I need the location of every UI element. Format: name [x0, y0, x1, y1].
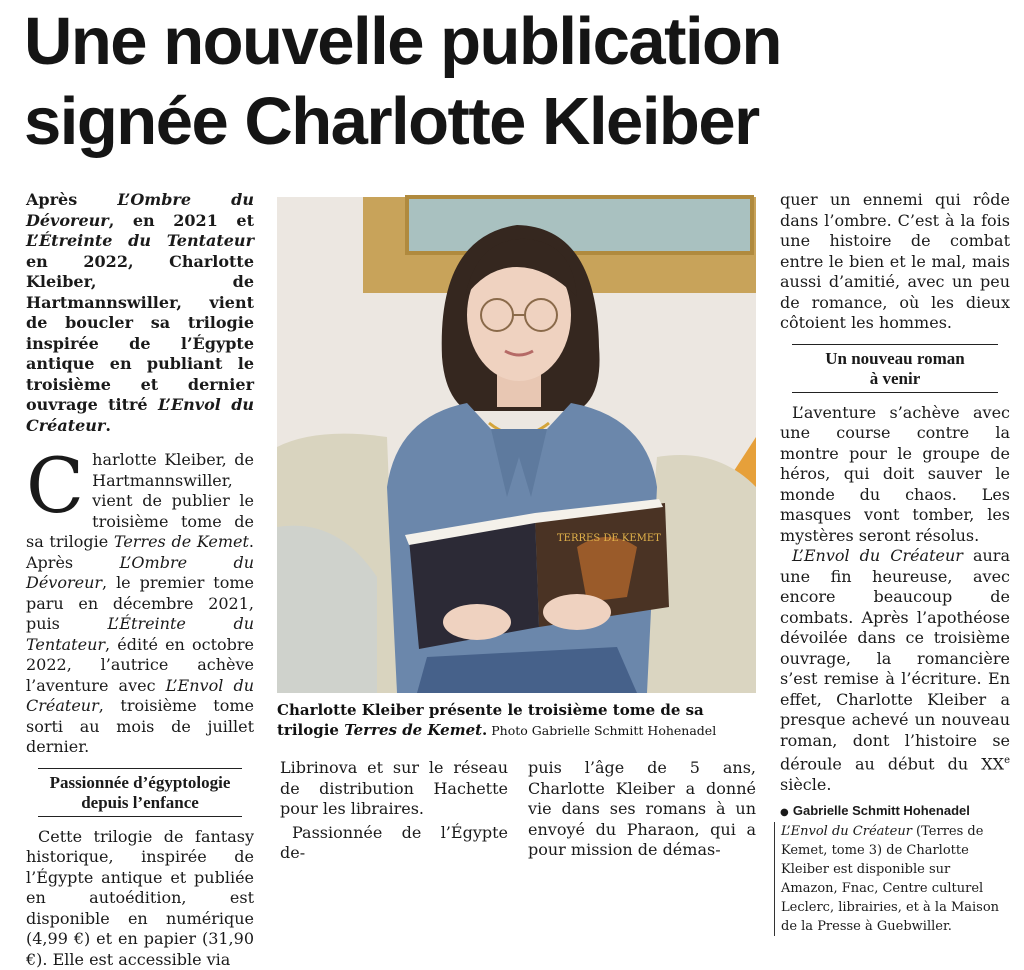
col-c-end: siècle.	[780, 775, 831, 794]
book-title: TERRES DE KEMET	[557, 533, 661, 544]
author-note-body	[774, 822, 1010, 936]
col-c-paragraph-1: quer un ennemi qui rôde dans l’ombre. C’est à la fois une histoire de combat entre le bien et le mal, mais aussi d’amitié, avec un peu de romance, où les dieux côtoient les hommes.	[780, 190, 1010, 334]
subhead2-line-1: Un nouveau roman	[792, 349, 998, 369]
author-note	[780, 801, 1010, 936]
photo-credit: Photo Gabrielle Schmitt Hohenadel	[487, 723, 716, 738]
caption-text: Charlotte Kleiber présente le troisième tome de sa trilogie	[277, 701, 704, 739]
author-note-text: (Terres de Kemet, tome 3) de Charlotte Kleiber est disponible sur Amazon, Fnac, Centre culturel Leclerc, librairies, et à la Maison de la Presse à Guebwiller.	[781, 824, 999, 934]
para1-title-3: L’Étreinte du Tentateur	[26, 614, 254, 654]
subhead1-line-1: Passionnée d’égyptologie	[38, 773, 242, 793]
bullet-icon: ●	[780, 807, 789, 818]
column-middle-left	[280, 758, 508, 864]
author-note-title: L’Envol du Créateur	[781, 824, 912, 839]
lede-text-4: .	[105, 416, 111, 435]
lede-title-2: L’Étreinte du Tentateur	[26, 231, 254, 250]
lede-text-1: Après	[26, 190, 117, 209]
para1-text-5: , troisième tome sorti au mois de juillet dernier.	[26, 696, 254, 756]
lede-text-2: , en 2021 et	[109, 211, 254, 230]
body-paragraph-1	[26, 450, 254, 758]
col-c-text: aura une fin heureuse, avec encore beaucoup de combats. Après l’apothéose dévoilée dans ce troisième ouvrage, la romancière s’est remise à l’écriture. En effet, Charlotte Kleiber a presque achevé un nouveau roman, dont l’histoire se déroule au début du XX	[780, 546, 1010, 773]
col-c-paragraph-3	[780, 546, 1010, 795]
para1-title-4: L’Envol du Créateur	[26, 676, 254, 716]
wall-painting	[407, 197, 752, 253]
subhead2-line-2: à venir	[792, 369, 998, 389]
article-photo	[277, 197, 756, 693]
lede-text-3: en 2022, Charlotte Kleiber, de Hartmannswiller, vient de boucler sa trilogie inspirée de l’Égypte antique en publiant le troisième et dernier ouvrage titré	[26, 252, 254, 415]
caption-title: Terres de Kemet	[344, 721, 482, 739]
photo-caption	[277, 700, 756, 741]
subhead1-line-2: depuis l’enfance	[38, 793, 242, 813]
headline	[24, 2, 1014, 162]
column-middle-right	[528, 758, 756, 861]
para1-title-1: Terres de Kemet	[114, 532, 249, 551]
lede-paragraph	[26, 190, 254, 436]
subhead-passionnee	[38, 768, 242, 817]
para1-text-3: , le premier tome paru en décembre 2021, puis	[26, 573, 254, 633]
photo-illustration	[277, 197, 756, 693]
lede-title-1: L’Ombre du Dévoreur	[26, 190, 254, 230]
para1-text-4: , édité en octobre 2022, l’autrice achève l’aventure avec	[26, 635, 254, 695]
drop-cap: C	[26, 456, 84, 514]
caption-dot: .	[482, 721, 487, 739]
subhead-nouveau-roman	[792, 344, 998, 393]
headline-line-1: Une nouvelle publication	[24, 2, 1014, 82]
body-paragraph-2: Cette trilogie de fantasy historique, inspirée de l’Égypte antique et publiée en autoédition, est disponible en numérique (4,99 €) et en papier (31,90 €). Elle est accessible via	[26, 827, 254, 970]
col-d-paragraph-1: Librinova et sur le réseau de distribution Hachette pour les libraires.	[280, 758, 508, 820]
para1-title-2: L’Ombre du Dévoreur	[26, 553, 254, 593]
column-right	[780, 190, 1010, 936]
para1-text-1: harlotte Kleiber, de Hartmannswiller, vient de publier le troisième tome de sa trilogie	[26, 450, 254, 551]
col-c-title: L’Envol du Créateur	[792, 546, 963, 565]
author-name: Gabrielle Schmitt Hohenadel	[793, 803, 970, 818]
column-left	[26, 190, 254, 970]
col-c-superscript: e	[1004, 755, 1010, 766]
para1-text-2: . Après	[26, 532, 254, 572]
headline-line-2: signée Charlotte Kleiber	[24, 82, 1014, 162]
col-c-paragraph-2: L’aventure s’achève avec une course contre la montre pour le groupe de héros, qui doit sauver le monde du chaos. Les masques vont tomber, les mystères seront résolus.	[780, 403, 1010, 547]
lede-title-3: L’Envol du Créateur	[26, 395, 254, 435]
col-d-paragraph-2: Passionnée de l’Égypte de-	[280, 823, 508, 864]
col-e-paragraph-1: puis l’âge de 5 ans, Charlotte Kleiber a donné vie dans ses romans à un envoyé du Pharaon, qui a pour mission de démas-	[528, 758, 756, 861]
